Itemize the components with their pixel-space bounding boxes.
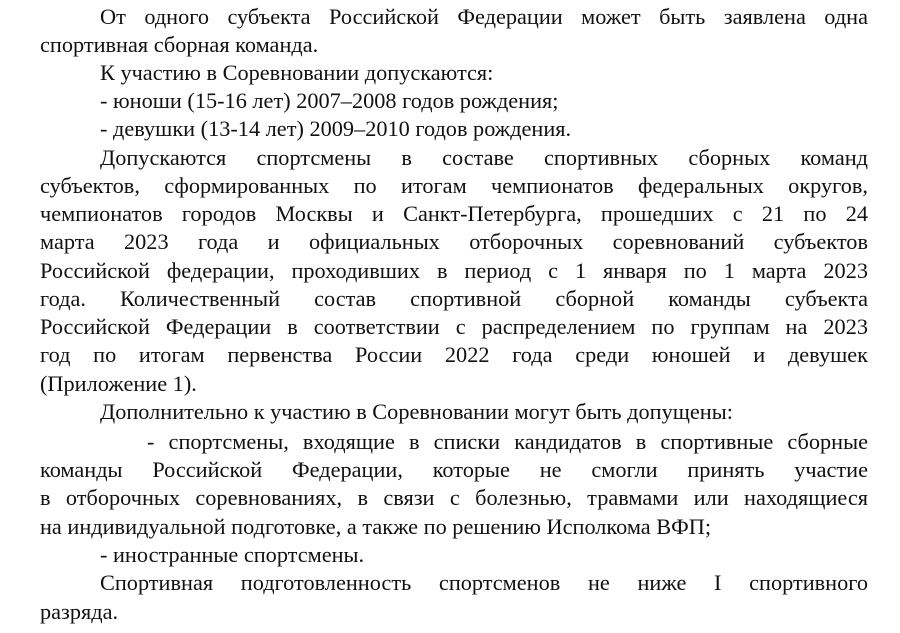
- text-line: От одного субъекта Российской Федерации может быть заявлена одна: [100, 4, 868, 29]
- text-line: год по итогам первенства России 2022 года среди юношей и девушек: [40, 342, 868, 367]
- text-line: Допускаются спортсмены в составе спортивных сборных команд: [100, 145, 868, 170]
- text-line: на индивидуальной подготовке, а также по решению Исполкома ВФП;: [40, 514, 712, 539]
- text-line: года. Количественный состав спортивной сборной команды субъекта: [40, 286, 868, 311]
- text-line: разряда.: [40, 599, 119, 624]
- text-line: - иностранные спортсмены.: [100, 542, 365, 567]
- text-line: Спортивная подготовленность спортсменов не ниже I спортивного: [100, 570, 868, 595]
- text-line: Российской Федерации в соответствии с распределением по группам на 2023: [40, 314, 868, 339]
- text-line: Дополнительно к участию в Соревновании могут быть допущены:: [100, 399, 733, 424]
- text-line: - девушки (13-14 лет) 2009–2010 годов рождения.: [100, 116, 572, 141]
- text-line: чемпионатов городов Москвы и Санкт-Петербурга, прошедших с 21 по 24: [40, 201, 868, 226]
- text-line: - спортсмены, входящие в списки кандидатов в спортивные сборные: [147, 429, 868, 454]
- text-line: (Приложение 1).: [40, 371, 197, 396]
- text-line: спортивная сборная команда.: [40, 32, 319, 57]
- text-line: Российской федерации, проходивших в период с 1 января по 1 марта 2023: [40, 258, 868, 283]
- text-line: марта 2023 года и официальных отборочных соревнований субъектов: [40, 229, 868, 254]
- text-line: К участию в Соревновании допускаются:: [100, 60, 494, 85]
- text-line: в отборочных соревнованиях, в связи с болезнью, травмами или находящиеся: [40, 485, 868, 510]
- text-line: - юноши (15-16 лет) 2007–2008 годов рождения;: [100, 88, 559, 113]
- text-line: команды Российской Федерации, которые не смогли принять участие: [40, 457, 868, 482]
- text-line: субъектов, сформированных по итогам чемпионатов федеральных округов,: [40, 173, 868, 198]
